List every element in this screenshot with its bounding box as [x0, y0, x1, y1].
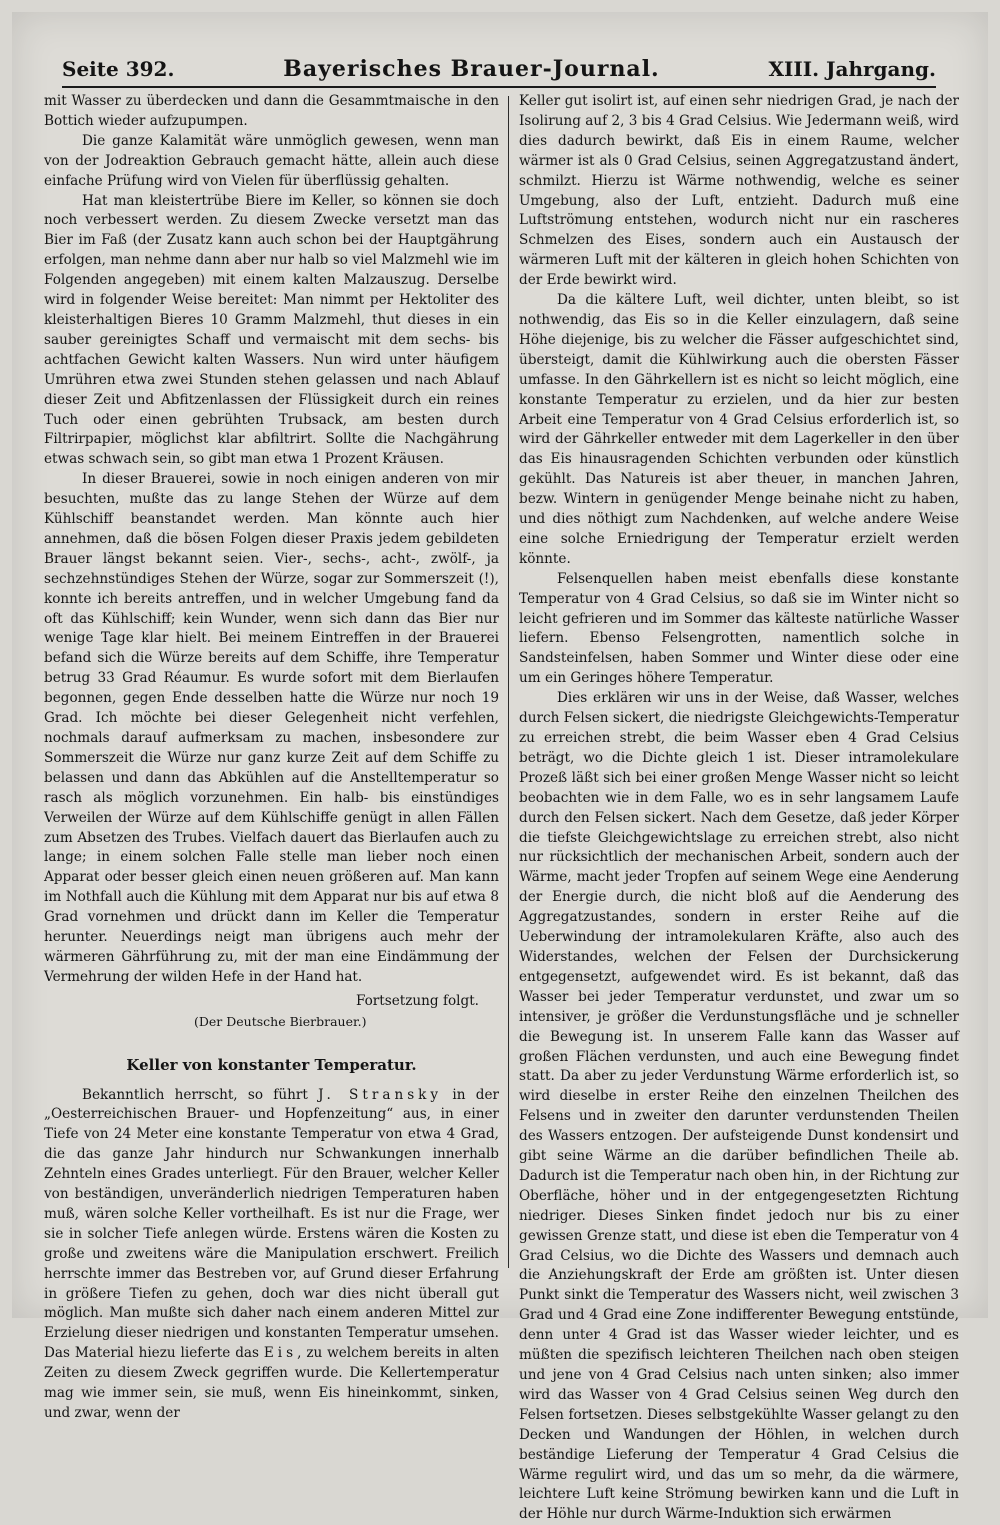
newspaper-page: [12, 12, 988, 1523]
text-run: in der „Oesterreichischen Brauer- und Hopfenzeitung“ aus, in einer Tiefe von 24 Meter eine konstante Temperatur von etwa 4 Grad, die das ganze Jahr hindurch nur Schwankungen innerhalb Zehnteln eines Grades unterliegt. Für den Brauer, welcher Keller von beständigen, unveränderlich niedrigen Temperaturen haben muß, wären solche Keller vortheilhaft. Es ist nur die Frage, wer sie in solcher Tiefe anlegen würde. Erstens wären die Kosten zu große und zweitens wäre die Manipulation erschwert. Freilich herrschte immer das Bestreben vor, auf Grund dieser Erfahrung in größere Tiefen zu gehen, doch war dies nicht überall gut möglich. Man mußte sich daher nach einem anderen Mittel zur Erzielung dieser niedrigen und konstanten Temperatur umsehen. Das Material hiezu lieferte das: [44, 1086, 499, 1362]
page-number: Seite 392.: [62, 57, 175, 81]
paragraph: mit Wasser zu überdecken und dann die Gesammtmaische in den Bottich wieder aufzupumpen.: [44, 93, 499, 129]
journal-title: Bayerisches Brauer-Journal.: [283, 56, 660, 82]
column-divider: [508, 96, 509, 1268]
section-title: Keller von konstanter Temperatur.: [126, 1055, 417, 1074]
volume-label: XIII. Jahrgang.: [768, 57, 936, 81]
paragraph: Felsenquellen haben meist ebenfalls diese konstante Temperatur von 4 Grad Celsius, so daß sie im Winter nicht so leicht gefrieren und im Sommer das kälteste natürliche Wasser liefern. Ebenso Felsengrotten, namentlich solche in Sandsteinfelsen, haben Sommer und Winter diese oder eine um ein Geringes höhere Temperatur.: [519, 570, 959, 687]
paragraph: Hat man kleistertrübe Biere im Keller, so können sie doch noch verbessert werden. Zu diesem Zwecke versetzt man das Bier im Faß (der Zusatz kann auch schon bei der Hauptgährung erfolgen, man nehme dann aber nur halb so viel Malzmehl wie im Folgenden angegeben) mit einem kalten Malzauszug. Derselbe wird in folgender Weise bereitet: Man nimmt per Hektoliter des kleisterhaltigen Bieres 10 Gramm Malzmehl, thut dieses in ein sauber gereinigtes Schaff und vermaischt mit dem sechs- bis achtfachen Gewicht kalten Wassers. Nun wird unter häufigem Umrühren etwa zwei Stunden stehen gelassen und nach Ablauf dieser Zeit und Abfitzenlassen der Flüssigkeit durch ein reines Tuch oder einen gebrühten Trubsack, am besten durch Filtrirpapier, möglichst klar abfiltrirt. Sollte die Nachgährung etwas schwach sein, so gibt man etwa 1 Prozent Kräusen.: [44, 192, 499, 468]
author-name: J. Stransky: [318, 1086, 443, 1103]
text-run: Bekanntlich herrscht, so führt: [82, 1086, 319, 1103]
paragraph: Die ganze Kalamität wäre unmöglich gewesen, wenn man von der Jodreaktion Gebrauch gemacht hätte, allein auch diese einfache Prüfung wird von Vielen für überflüssig gehalten.: [44, 132, 499, 189]
left-column: [44, 92, 499, 1421]
source-attribution: (Der Deutsche Bierbrauer.): [194, 1013, 367, 1029]
right-column: [519, 92, 959, 1523]
page-header: [62, 52, 936, 88]
paragraph: Keller gut isolirt ist, auf einen sehr niedrigen Grad, je nach der Isolirung auf 2, 3 bis 4 Grad Celsius. Wie Jedermann weiß, wird dies dadurch bewirkt, daß Eis in einem Raume, welcher wärmer ist als 0 Grad Celsius, seinen Aggregatzustand ändert, schmilzt. Hierzu ist Wärme nothwendig, welche es seiner Umgebung, also der Luft, entzieht. Dadurch muß eine Luftströmung entstehen, wodurch nicht nur ein rascheres Schmelzen des Eises, sondern auch ein Austausch der wärmeren Luft mit der kälteren in gleich hohen Schichten von der Erde bewirkt wird.: [519, 93, 959, 289]
paragraph: Dies erklären wir uns in der Weise, daß Wasser, welches durch Felsen sickert, die niedrigste Gleichgewichts-Temperatur zu erreichen strebt, die beim Wasser eben 4 Grad Celsius beträgt, wo die Dichte gleich 1 ist. Dieser intramolekulare Prozeß läßt sich bei einer großen Menge Wasser nicht so leicht beobachten wie in dem Falle, wo es in sehr langsamem Laufe durch den Felsen sickert. Nach dem Gesetze, daß jeder Körper die tiefste Gleichgewichtslage zu erreichen strebt, also nicht nur rücksichtlich der mechanischen Arbeit, sondern auch der Wärme, macht jeder Tropfen auf seinem Wege eine Aenderung der Energie durch, die nicht bloß auf die Aenderung des Aggregatzustandes, sondern in erster Reihe auf die Ueberwindung der intramolekularen Kräfte, also auch des Widerstandes, welchen der Felsen der Durchsickerung entgegensetzt, aufgewendet wird. Es ist bekannt, daß das Wasser bei jeder Temperatur verdunstet, und zwar um so intensiver, je größer die Verdunstungsfläche und je schneller die Bewegung ist. In unserem Falle kann das Wasser auf großen Flächen verdunsten, und auch eine Bewegung findet statt. Da aber zu jeder Verdunstung Wärme erforderlich ist, so wird dieselbe in erster Reihe den einzelnen Theilchen des Felsens und in zweiter den darunter verdunstenden Theilen des Wassers entzogen. Der aufsteigende Dunst kondensirt und gibt seine Wärme an die darüber befindlichen Theile ab. Dadurch ist die Temperatur nach oben hin, in der Richtung zur Oberfläche, höher und in der entgegengesetzten Richtung niedriger. Dieses Sinken findet jedoch nur bis zu einer gewissen Grenze statt, und diese ist eben die Temperatur von 4 Grad Celsius, wo die Dichte des Wassers und demnach auch die Anziehungskraft der Erde am größten ist. Unter diesen Punkt sinkt die Temperatur des Wassers nicht, weil zwischen 3 Grad und 4 Grad eine Zone indifferenter Bewegung entstünde, denn unter 4 Grad ist das Wasser wieder leichter, und es müßten die spezifisch leichteren Theilchen nach oben steigen und jene von 4 Grad Celsius nach unten sinken; also immer wird das Wasser von 4 Grad Celsius seinen Weg durch den Felsen fortsetzen. Dieses selbstgekühlte Wasser gelangt zu den Decken und Wandungen der Höhlen, in welchen durch beständige Lieferung der Temperatur 4 Grad Celsius die Wärme regulirt wird, und das um so mehr, da die wärmere, leichtere Luft keine Strömung bewirken kann und die Luft in der Höhle nur durch Wärme-Induktion sich erwärmen: [519, 690, 959, 1523]
paragraph: [44, 1086, 499, 1424]
paragraph: Da die kältere Luft, weil dichter, unten bleibt, so ist nothwendig, das Eis so in die Keller einzulagern, daß seine Höhe diejenige, bis zu welcher die Fässer aufgeschichtet sind, übersteigt, damit die Kühlwirkung auch die obersten Fässer umfasse. In den Gährkellern ist es nicht so leicht möglich, eine konstante Temperatur zu erzielen, und da hier zur besten Arbeit eine Temperatur von 4 Grad Celsius erforderlich ist, so wird der Gährkeller entweder mit dem Lagerkeller in den über das Eis hinausragenden Schichten verbunden oder künstlich gekühlt. Das Natureis ist aber theuer, in manchen Jahren, bezw. Wintern in genügender Menge beinahe nicht zu haben, und dies nöthigt zum Nachdenken, auf welche andere Weise eine solche Erniedrigung der Temperatur erzielt werden könnte.: [519, 292, 959, 567]
text-run: , zu welchem bereits in alten Zeiten zu diesem Zweck gegriffen wurde. Die Kellertemperatur mag wie immer sein, sie muß, wenn Eis hineinkommt, sinken, und zwar, wenn der: [44, 1345, 499, 1421]
continuation-note: Fortsetzung folgt.: [355, 992, 479, 1009]
emphasis-word: Eis: [263, 1345, 298, 1362]
paragraph: In dieser Brauerei, sowie in noch einigen anderen von mir besuchten, mußte das zu lange Stehen der Würze auf dem Kühlschiff beanstandet werden. Man könnte auch hier annehmen, daß die bösen Folgen dieser Praxis jedem gebildeten Brauer längst bekannt seien. Vier-, sechs-, acht-, zwölf-, ja sechzehnstündiges Stehen der Würze, sogar zur Sommerszeit (!), konnte ich bereits antreffen, und in welcher Umgebung fand da oft das Kühlschiff; kein Wunder, wenn sich dann das Bier nur wenige Tage klar hielt. Bei meinem Eintreffen in der Brauerei befand sich die Würze bereits auf dem Schiffe, ihre Temperatur betrug 33 Grad Réaumur. Es wurde sofort mit dem Bierlaufen begonnen, gegen Ende desselben hatte die Würze nur noch 19 Grad. Ich möchte bei dieser Gelegenheit nicht verfehlen, nochmals darauf aufmerksam zu machen, insbesondere zur Sommerszeit die Würze nur ganz kurze Zeit auf dem Schiffe zu belassen und dann das Abkühlen auf die Anstelltemperatur so rasch als möglich vorzunehmen. Ein halb- bis einstündiges Verweilen der Würze auf dem Kühlschiffe genügt in allen Fällen zum Absetzen des Trubes. Vielfach dauert das Bierlaufen auch zu lange; in einem solchen Falle stelle man lieber noch einen Apparat oder besser gleich einen neuen größeren auf. Man kann im Nothfall auch die Kühlung mit dem Apparat nur bis auf etwa 8 Grad vornehmen und drückt dann im Keller die Temperatur herunter. Neuerdings neigt man übrigens auch mehr der wärmeren Gährführung zu, mit der man eine Eindämmung der Vermehrung der wilden Hefe in der Hand hat.: [44, 471, 499, 985]
